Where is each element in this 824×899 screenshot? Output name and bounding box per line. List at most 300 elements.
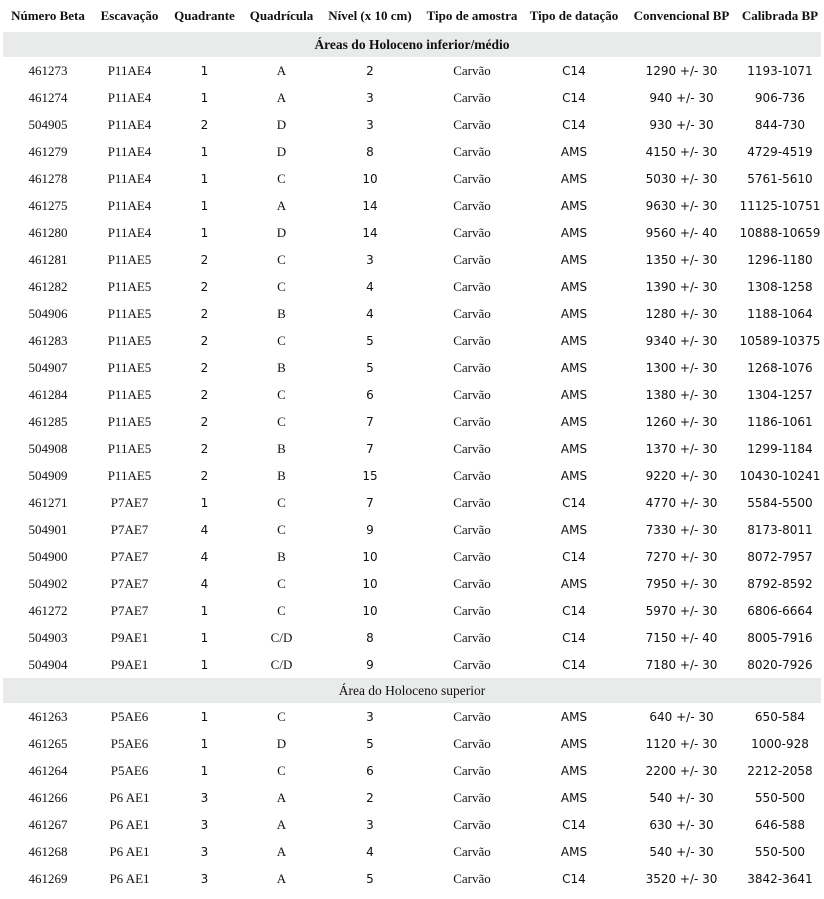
table-cell: 10 [362, 603, 378, 618]
table-cell: P11AE5 [107, 386, 152, 402]
table-cell: 461281 [28, 251, 68, 267]
table-cell: Carvão [453, 332, 491, 348]
table-cell: 7 [366, 495, 374, 510]
table-cell: 1280 +/- 30 [645, 306, 718, 321]
table-row [3, 651, 821, 678]
table-cell: 461279 [28, 143, 68, 159]
table-cell: 3 [200, 790, 209, 805]
table-cell: AMS [560, 225, 588, 240]
table-cell: 2 [200, 252, 209, 267]
table-cell: A [276, 197, 287, 213]
table-cell: Carvão [453, 467, 491, 483]
table-cell: P11AE4 [107, 116, 152, 132]
table-cell: C14 [562, 603, 586, 618]
table-cell: 844-730 [754, 117, 806, 132]
table-cell: 1299-1184 [747, 441, 813, 456]
table-row [3, 300, 821, 327]
table-row [3, 703, 821, 730]
table-cell: 1300 +/- 30 [645, 360, 718, 375]
table-cell: C [277, 521, 286, 537]
table-cell: 10888-10659 [739, 225, 821, 240]
table-cell: 550-500 [754, 844, 806, 859]
table-cell: 3 [366, 709, 374, 724]
table-cell: 10589-10375 [739, 333, 821, 348]
table-cell: 3 [366, 90, 374, 105]
table-cell: 6806-6664 [747, 603, 813, 618]
table-row [3, 273, 821, 300]
table-cell: AMS [560, 468, 588, 483]
table-cell: AMS [560, 144, 588, 159]
table-cell: C [277, 762, 286, 778]
table-cell: A [276, 843, 287, 859]
table-row [3, 57, 821, 84]
table-cell: 1 [200, 144, 209, 159]
table-cell: 4 [366, 279, 374, 294]
table-cell: AMS [560, 844, 588, 859]
table-cell: AMS [560, 763, 588, 778]
table-cell: Carvão [453, 359, 491, 375]
table-cell: 2 [200, 387, 209, 402]
table-row [3, 381, 821, 408]
table-cell: D [276, 116, 287, 132]
table-cell: Carvão [453, 708, 491, 724]
table-cell: AMS [560, 441, 588, 456]
table-cell: 1 [200, 225, 209, 240]
table-cell: Carvão [453, 386, 491, 402]
table-cell: 3842-3641 [747, 871, 813, 886]
table-cell: 540 +/- 30 [649, 844, 714, 859]
table-cell: AMS [560, 333, 588, 348]
table-cell: 2 [200, 441, 209, 456]
table-cell: Carvão [453, 870, 491, 886]
table-cell: Carvão [453, 656, 491, 672]
table-cell: 14 [362, 198, 378, 213]
table-cell: AMS [560, 387, 588, 402]
table-cell: 4729-4519 [747, 144, 813, 159]
section-header-row [3, 678, 821, 703]
table-cell: 1 [200, 198, 209, 213]
table-cell: 461278 [28, 170, 68, 186]
table-cell: P11AE4 [107, 224, 152, 240]
table-cell: P7AE7 [110, 548, 149, 564]
table-cell: 9 [366, 657, 374, 672]
table-cell: 940 +/- 30 [649, 90, 714, 105]
col-header-tipo-amostra: Tipo de amostra [426, 8, 518, 23]
table-cell: D [276, 224, 287, 240]
table-cell: Carvão [453, 735, 491, 751]
table-cell: 640 +/- 30 [649, 709, 714, 724]
table-cell: C [277, 602, 286, 618]
table-cell: 7150 +/- 40 [645, 630, 718, 645]
table-cell: P7AE7 [110, 575, 149, 591]
table-row [3, 624, 821, 651]
table-cell: Carvão [453, 278, 491, 294]
table-cell: 7270 +/- 30 [645, 549, 718, 564]
table-cell: P11AE5 [107, 251, 152, 267]
table-cell: 3 [366, 252, 374, 267]
table-cell: 3 [200, 871, 209, 886]
table-cell: 4 [200, 576, 209, 591]
table-cell: 3 [200, 844, 209, 859]
table-row [3, 784, 821, 811]
table-cell: Carvão [453, 62, 491, 78]
table-cell: 5 [366, 871, 374, 886]
table-cell: P11AE5 [107, 359, 152, 375]
table-cell: 1390 +/- 30 [645, 279, 718, 294]
table-cell: Carvão [453, 170, 491, 186]
table-row [3, 811, 821, 838]
table-row [3, 435, 821, 462]
table-cell: 461271 [28, 494, 68, 510]
table-cell: A [276, 62, 287, 78]
table-cell: 2 [366, 790, 374, 805]
table-cell: Carvão [453, 89, 491, 105]
table-row [3, 84, 821, 111]
table-cell: A [276, 89, 287, 105]
table-cell: P11AE5 [107, 305, 152, 321]
table-cell: 461265 [28, 735, 68, 751]
table-cell: Carvão [453, 494, 491, 510]
table-cell: 461272 [28, 602, 68, 618]
table-cell: Carvão [453, 521, 491, 537]
table-cell: 1 [200, 63, 209, 78]
table-cell: P11AE5 [107, 332, 152, 348]
col-header-numero-beta: Número Beta [11, 8, 85, 23]
table-cell: AMS [560, 198, 588, 213]
table-cell: C14 [562, 817, 586, 832]
table-cell: C [277, 170, 286, 186]
table-cell: P11AE5 [107, 278, 152, 294]
table-cell: P11AE4 [107, 197, 152, 213]
table-cell: Carvão [453, 305, 491, 321]
table-cell: 9220 +/- 30 [645, 468, 718, 483]
table-cell: B [277, 548, 286, 564]
table-cell: A [276, 816, 287, 832]
table-cell: A [276, 870, 287, 886]
table-cell: C [277, 708, 286, 724]
table-cell: Carvão [453, 251, 491, 267]
table-cell: 4150 +/- 30 [645, 144, 718, 159]
table-row [3, 838, 821, 865]
table-cell: 8173-8011 [747, 522, 813, 537]
table-cell: 4 [200, 549, 209, 564]
table-cell: P6 AE1 [109, 870, 150, 886]
table-cell: AMS [560, 279, 588, 294]
table-cell: 4 [366, 306, 374, 321]
table-row [3, 408, 821, 435]
table-cell: 906-736 [754, 90, 806, 105]
table-cell: 7 [366, 414, 374, 429]
table-cell: B [277, 467, 286, 483]
table-cell: C14 [562, 90, 586, 105]
table-cell: Carvão [453, 224, 491, 240]
table-cell: 461280 [28, 224, 68, 240]
col-header-quadricula: Quadrícula [249, 8, 314, 23]
table-cell: 504903 [28, 629, 68, 645]
table-cell: 5 [366, 736, 374, 751]
table-cell: 461268 [28, 843, 68, 859]
table-cell: AMS [560, 790, 588, 805]
table-cell: 461263 [28, 708, 68, 724]
table-cell: AMS [560, 414, 588, 429]
table-cell: 3 [366, 117, 374, 132]
table-cell: AMS [560, 171, 588, 186]
table-cell: AMS [560, 736, 588, 751]
table-cell: 1193-1071 [747, 63, 813, 78]
table-cell: Carvão [453, 602, 491, 618]
table-cell: 461282 [28, 278, 68, 294]
table-cell: 1000-928 [751, 736, 809, 751]
table-cell: B [277, 359, 286, 375]
table-row [3, 865, 821, 892]
table-cell: C [277, 251, 286, 267]
table-cell: P11AE4 [107, 170, 152, 186]
table-cell: 504907 [28, 359, 68, 375]
table-cell: P7AE7 [110, 521, 149, 537]
table-cell: 504905 [28, 116, 68, 132]
table-cell: 1350 +/- 30 [645, 252, 718, 267]
table-cell: Carvão [453, 197, 491, 213]
table-row [3, 462, 821, 489]
col-header-escavacao: Escavação [100, 8, 159, 23]
table-cell: 5584-5500 [747, 495, 813, 510]
table-cell: 461285 [28, 413, 68, 429]
table-row [3, 543, 821, 570]
table-cell: Carvão [453, 440, 491, 456]
table-cell: 10430-10241 [739, 468, 821, 483]
col-header-convencional-bp: Convencional BP [633, 8, 730, 23]
table-cell: P11AE5 [107, 440, 152, 456]
table-cell: P11AE4 [107, 89, 152, 105]
table-cell: 7180 +/- 30 [645, 657, 718, 672]
table-cell: 3 [366, 817, 374, 832]
table-cell: 2 [200, 279, 209, 294]
table-cell: 6 [366, 387, 374, 402]
table-cell: AMS [560, 306, 588, 321]
table-cell: 461273 [28, 62, 68, 78]
table-cell: P5AE6 [110, 708, 149, 724]
table-row [3, 354, 821, 381]
table-cell: 4 [366, 844, 374, 859]
table-row [3, 192, 821, 219]
table-cell: P9AE1 [110, 656, 149, 672]
table-cell: 2 [200, 333, 209, 348]
table-cell: 1120 +/- 30 [645, 736, 718, 751]
table-cell: 4 [200, 522, 209, 537]
table-cell: P11AE4 [107, 143, 152, 159]
table-cell: 8020-7926 [747, 657, 813, 672]
table-cell: AMS [560, 576, 588, 591]
col-header-calibrada-bp: Calibrada BP [741, 8, 819, 23]
table-cell: 461264 [28, 762, 68, 778]
table-cell: Carvão [453, 575, 491, 591]
table-cell: 9630 +/- 30 [645, 198, 718, 213]
table-cell: 504909 [28, 467, 68, 483]
table-cell: 1370 +/- 30 [645, 441, 718, 456]
table-cell: C [277, 575, 286, 591]
table-cell: 8072-7957 [747, 549, 813, 564]
table-cell: 8 [366, 144, 374, 159]
table-cell: 5761-5610 [747, 171, 813, 186]
table-cell: 650-584 [754, 709, 806, 724]
table-cell: Carvão [453, 116, 491, 132]
table-cell: 3520 +/- 30 [645, 871, 718, 886]
table-row [3, 730, 821, 757]
table-row [3, 516, 821, 543]
table-cell: Carvão [453, 843, 491, 859]
table-cell: P6 AE1 [109, 789, 150, 805]
table-cell: P5AE6 [110, 735, 149, 751]
table-cell: 1 [200, 763, 209, 778]
table-cell: 550-500 [754, 790, 806, 805]
table-cell: C [277, 413, 286, 429]
table-cell: Carvão [453, 789, 491, 805]
table-cell: 1290 +/- 30 [645, 63, 718, 78]
section-header-row [3, 32, 821, 57]
table-cell: C [277, 494, 286, 510]
table-cell: 5030 +/- 30 [645, 171, 718, 186]
table-cell: 1 [200, 90, 209, 105]
table-cell: B [277, 440, 286, 456]
table-cell: 1304-1257 [747, 387, 813, 402]
table-cell: 10 [362, 549, 378, 564]
table-cell: 8005-7916 [747, 630, 813, 645]
table-cell: 504904 [28, 656, 68, 672]
table-row [3, 219, 821, 246]
table-cell: 14 [362, 225, 378, 240]
table-cell: 10 [362, 171, 378, 186]
table-cell: P5AE6 [110, 762, 149, 778]
table-cell: C [277, 278, 286, 294]
table-cell: 504906 [28, 305, 68, 321]
table-cell: Carvão [453, 413, 491, 429]
table-cell: C14 [562, 495, 586, 510]
table-cell: 461267 [28, 816, 68, 832]
table-cell: 1188-1064 [747, 306, 813, 321]
table-cell: 461284 [28, 386, 68, 402]
table-cell: 1 [200, 495, 209, 510]
table-cell: 1260 +/- 30 [645, 414, 718, 429]
table-cell: C14 [562, 63, 586, 78]
table-cell: C/D [270, 629, 293, 645]
table-body [3, 32, 821, 892]
table-cell: 9560 +/- 40 [645, 225, 718, 240]
table-cell: P11AE5 [107, 467, 152, 483]
table-cell: 646-588 [754, 817, 806, 832]
table-cell: 2 [200, 360, 209, 375]
table-cell: C [277, 332, 286, 348]
table-cell: 504902 [28, 575, 68, 591]
table-cell: C14 [562, 117, 586, 132]
table-cell: 461266 [28, 789, 68, 805]
table-cell: 1 [200, 603, 209, 618]
table-cell: 15 [362, 468, 378, 483]
table-cell: AMS [560, 709, 588, 724]
table-cell: 10 [362, 576, 378, 591]
table-cell: 504908 [28, 440, 68, 456]
table-cell: 504900 [28, 548, 68, 564]
table-row [3, 327, 821, 354]
table-row [3, 597, 821, 624]
table-cell: P7AE7 [110, 494, 149, 510]
table-cell: P7AE7 [110, 602, 149, 618]
table-row [3, 138, 821, 165]
table-cell: 5 [366, 333, 374, 348]
section-title: Área do Holoceno superior [3, 678, 821, 703]
table-row [3, 489, 821, 516]
table-cell: 8 [366, 630, 374, 645]
table-cell: 1268-1076 [747, 360, 813, 375]
table-cell: D [276, 735, 287, 751]
table-cell: C14 [562, 549, 586, 564]
header-row [3, 0, 821, 32]
table-cell: 461283 [28, 332, 68, 348]
table-cell: 11125-10751 [739, 198, 821, 213]
table-cell: C [277, 386, 286, 402]
table-row [3, 246, 821, 273]
table-cell: 2212-2058 [747, 763, 813, 778]
table-cell: 2 [200, 117, 209, 132]
table-cell: P11AE5 [107, 413, 152, 429]
table-cell: 504901 [28, 521, 68, 537]
table-row [3, 757, 821, 784]
col-header-tipo-datacao: Tipo de datação [529, 8, 619, 23]
table-cell: Carvão [453, 762, 491, 778]
table-cell: 1 [200, 736, 209, 751]
table-cell: Carvão [453, 548, 491, 564]
table-cell: 1 [200, 630, 209, 645]
table-cell: P11AE4 [107, 62, 152, 78]
table-cell: 9340 +/- 30 [645, 333, 718, 348]
section-title: Áreas do Holoceno inferior/médio [3, 32, 821, 57]
radiocarbon-dates-table [3, 0, 821, 892]
table-cell: C/D [270, 656, 293, 672]
table-cell: 461275 [28, 197, 68, 213]
table-cell: 930 +/- 30 [649, 117, 714, 132]
table-cell: AMS [560, 252, 588, 267]
table-cell: 461269 [28, 870, 68, 886]
table-cell: 2 [200, 414, 209, 429]
table-cell: 1308-1258 [747, 279, 813, 294]
table-cell: 2200 +/- 30 [645, 763, 718, 778]
table-cell: B [277, 305, 286, 321]
table-cell: A [276, 789, 287, 805]
table-cell: AMS [560, 360, 588, 375]
table-cell: 3 [200, 817, 209, 832]
table-cell: 7330 +/- 30 [645, 522, 718, 537]
table-cell: 2 [366, 63, 374, 78]
table-cell: C14 [562, 871, 586, 886]
table-cell: 540 +/- 30 [649, 790, 714, 805]
table-cell: P6 AE1 [109, 816, 150, 832]
table-cell: 1 [200, 171, 209, 186]
table-cell: 1380 +/- 30 [645, 387, 718, 402]
table-cell: Carvão [453, 816, 491, 832]
table-cell: 5970 +/- 30 [645, 603, 718, 618]
table-cell: D [276, 143, 287, 159]
table-row [3, 111, 821, 138]
table-cell: 1 [200, 709, 209, 724]
table-cell: 6 [366, 763, 374, 778]
table-cell: AMS [560, 522, 588, 537]
table-cell: 2 [200, 306, 209, 321]
table-cell: C14 [562, 630, 586, 645]
table-cell: 7 [366, 441, 374, 456]
table-cell: P6 AE1 [109, 843, 150, 859]
table-cell: 1186-1061 [747, 414, 813, 429]
table-cell: 2 [200, 468, 209, 483]
table-cell: 630 +/- 30 [649, 817, 714, 832]
